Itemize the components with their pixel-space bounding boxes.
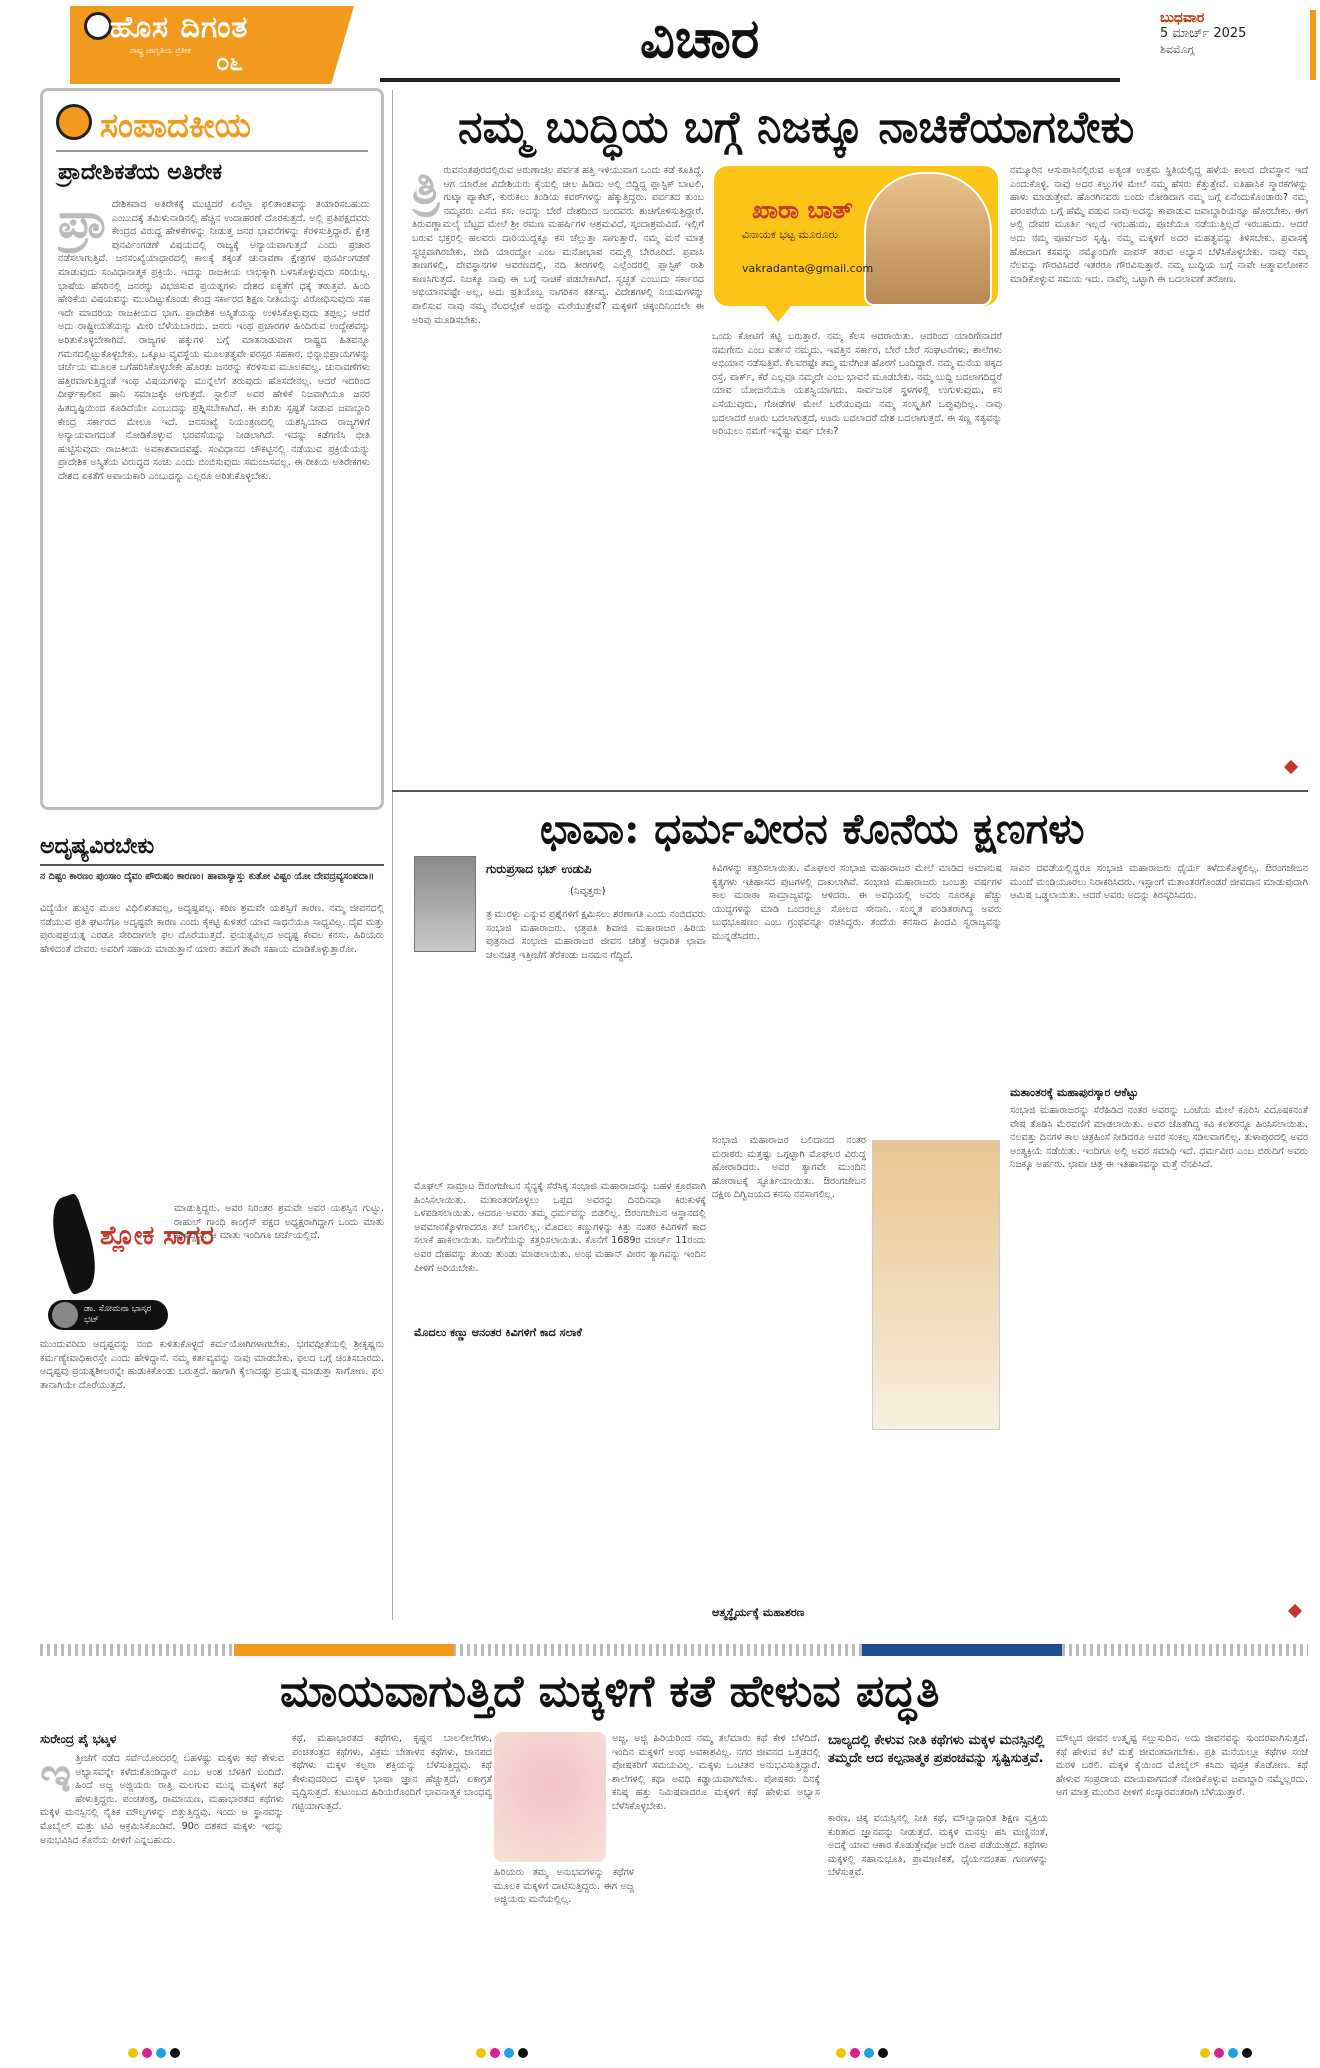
column-separator xyxy=(392,90,393,1620)
reg-dot xyxy=(156,2048,166,2058)
shloka-sagara-title: ಶ್ಲೋಕ ಸಾಗರ xyxy=(100,1221,215,1251)
editorial-body xyxy=(58,198,370,796)
reg-dot xyxy=(1214,2048,1224,2058)
adrushya-body-2: ಮಾಡುತ್ತಿದ್ದರು. ಅವರ ನಿರಂತರ ಶ್ರಮವೇ ಅವರ ಯಶಸ್ಸಿನ ಗುಟ್ಟು. ರಾಹುಲ್ ಗಾಂಧಿ ಕಾಂಗ್ರೆಸ್ ಪಕ್ಷದ ಅಧ್ಯಕ್ಷರಾಗಿದ್ದಾಗ ಒಂದು ಮಾತು ಹೇಳಿದ್ದರು. ಆ ಮಾತು ಇಂದಿಗೂ ಚರ್ಚೆಯಲ್ಲಿದೆ. xyxy=(174,1203,384,1242)
editorial-dropcap: ಪ್ರಾ xyxy=(58,198,108,249)
reg-dot xyxy=(128,2048,138,2058)
article2-subhead-1: ಮೊದಲು ಕಣ್ಣು ಆನಂತರ ಕಿವಿಗಳಿಗೆ ಕಾದ ಸಲಾಕೆ xyxy=(414,1326,582,1339)
reg-dot xyxy=(476,2048,486,2058)
editorial-title: ಪ್ರಾದೇಶಿಕತೆಯ ಅತಿರೇಕ xyxy=(58,160,223,185)
article3-column-1 xyxy=(40,1752,284,2042)
reg-dot xyxy=(170,2048,180,2058)
article1-column-3: ನಮ್ಮೂರಿನ ಆಸುಪಾಸಿನಲ್ಲಿರುವ ಅತ್ಯಂತ ಉತ್ತಮ ಸ್ಥಿತಿಯಲ್ಲಿದ್ದ ಹಳೆಯ ಕಾಲದ ದೇವಸ್ಥಾನ ಇದೆ ಎಂದುಕೊಳ್ಳಿ. ನಾವು ಅದರ ಕಲ್ಲುಗಳ ಮೇಲೆ ನಮ್ಮ ಹೆಸರು ಕೆತ್ತುತ್ತೇವೆ. ಐತಿಹಾಸಿಕ ಸ್ಮಾರಕಗಳನ್ನು ಹಾಳು ಮಾಡುತ್ತೇವೆ. ಹೊರಗಿನವರು ಬಂದು ನೋಡಿದಾಗ ನಮ್ಮ ಬಗ್ಗೆ ಏನೆಂದುಕೊಂಡಾರು? ನಮ್ಮ ಪರಂಪರೆಯ ಬಗ್ಗೆ ಹೆಮ್ಮೆ ಪಡುವ ನಾವು ಅದನ್ನು ಕಾಪಾಡುವ ಜವಾಬ್ದಾರಿಯನ್ನೂ ಹೊರಬೇಕು. ಈಗ ಅಲ್ಲಿ ದೇವರ ಮೂರ್ತಿ ಇಲ್ಲದೆ ಇರಬಹುದು, ಪೂಜೆಯೂ ನಡೆಯುತ್ತಿಲ್ಲದೆ ಇರಬಹುದು. ಆದರೆ ಅದು ನಮ್ಮ ಪೂರ್ವಜರ ಸೃಷ್ಟಿ. ನಮ್ಮ ಮಕ್ಕಳಿಗೆ ಅದರ ಮಹತ್ವವನ್ನು ತಿಳಿಸಬೇಕು. ಪ್ರವಾಸಕ್ಕೆ ಹೋದಾಗ ಕಸವನ್ನು ನಮ್ಮೊಂದಿಗೇ ವಾಪಸ್ ತರುವ ಅಭ್ಯಾಸ ಬೆಳೆಸಿಕೊಳ್ಳಬೇಕು. ನಾವು ನಮ್ಮ ನೆಲವನ್ನು ಗೌರವಿಸಿದರೆ ಇತರರೂ ಗೌರವಿಸುತ್ತಾರೆ. ನಮ್ಮ ಬುದ್ಧಿಯ ಬಗ್ಗೆ ನಾವೇ ಆತ್ಮಾವಲೋಕನ ಮಾಡಿಕೊಳ್ಳುವ ಸಮಯ ಇದು. ನಾವೆಲ್ಲ ಒಟ್ಟಾಗಿ ಈ ಬದಲಾವಣೆ ತರೋಣ. xyxy=(1010,165,1308,285)
section-rule xyxy=(392,790,1308,792)
reg-dot xyxy=(504,2048,514,2058)
article3-column-3: ಅಜ್ಜ, ಅಜ್ಜಿ ಹಿರಿಯರಿಂದ ನಮ್ಮ ತಲೆಮಾರು ಕಥೆ ಕೇಳಿ ಬೆಳೆದಿದೆ. ಇಂದಿನ ಮಕ್ಕಳಿಗೆ ಅಂಥ ಅವಕಾಶವಿಲ್ಲ. ನಗರ ಜೀವನದ ಒತ್ತಡದಲ್ಲಿ ಪೋಷಕರಿಗೆ ಸಮಯವಿಲ್ಲ. ಮಕ್ಕಳು ಒಂಟಿತನ ಅನುಭವಿಸುತ್ತಿದ್ದಾರೆ. ಶಾಲೆಗಳಲ್ಲಿ ಕಥಾ ಅವಧಿ ಕಡ್ಡಾಯವಾಗಬೇಕು. ಪೋಷಕರು ದಿನಕ್ಕೆ ಕನಿಷ್ಠ ಹತ್ತು ನಿಮಿಷವಾದರೂ ಮಕ್ಕಳಿಗೆ ಕಥೆ ಹೇಳುವ ಅಭ್ಯಾಸ ಬೆಳೆಸಿಕೊಳ್ಳಬೇಕು. xyxy=(612,1733,820,1812)
weekday: ಬುಧವಾರ xyxy=(1160,10,1205,26)
article2-author: ಗುರುಪ್ರಸಾದ ಭಟ್ ಉಡುಪಿ xyxy=(486,862,592,876)
reg-dot xyxy=(836,2048,846,2058)
editorial-rule xyxy=(56,150,368,152)
article2-headline: ಛಾವಾ: ಧರ್ಮವೀರನ ಕೊನೆಯ ಕ್ಷಣಗಳು xyxy=(540,804,1085,853)
storytelling-illustration xyxy=(494,1732,606,1862)
paper-logo-icon xyxy=(84,12,112,40)
article2-author-role: (ನಿವೃತ್ತರು) xyxy=(570,886,606,897)
article2-subhead-3: ಮತಾಂತರಕ್ಕೆ ಮಹಾಪುರಸ್ಕಾರ ಆಕೆಟ್ಟು xyxy=(1010,1086,1139,1099)
shloka-author-avatar xyxy=(52,1302,78,1328)
reg-dot xyxy=(864,2048,874,2058)
page-number: ೦೬ xyxy=(216,48,243,76)
article3-column-2: ಕಥೆ, ಮಹಾಭಾರತದ ಕಥೆಗಳು, ಕೃಷ್ಣನ ಬಾಲಲೀಲೆಗಳು, ಪಂಚತಂತ್ರದ ಕಥೆಗಳು, ವಿಕ್ರಮ ಬೇತಾಳನ ಕಥೆಗಳು, ಜಾನಪದ ಕಥೆಗಳು ಮಕ್ಕಳ ಕಲ್ಪನಾ ಶಕ್ತಿಯನ್ನು ಬೆಳೆಸುತ್ತಿದ್ದವು. ಕಥೆ ಕೇಳುವುದರಿಂದ ಮಕ್ಕಳ ಭಾಷಾ ಜ್ಞಾನ ಹೆಚ್ಚುತ್ತದೆ, ಏಕಾಗ್ರತೆ ವೃದ್ಧಿಸುತ್ತದೆ. ಕುಟುಂಬದ ಹಿರಿಯರೊಂದಿಗೆ ಭಾವನಾತ್ಮಕ ಬಾಂಧವ್ಯ ಗಟ್ಟಿಯಾಗುತ್ತದೆ. xyxy=(292,1733,492,1812)
decorative-strip-orange xyxy=(234,1644,454,1656)
top-rule xyxy=(380,78,1120,82)
editorial-logo-icon xyxy=(56,104,92,140)
editorial-text: ದೇಶಿಕವಾದ ಅತಿರೇಕಕ್ಕೆ ಮುಟ್ಟಿದರೆ ಏನೆಲ್ಲಾ ಫಲಿತಾಂಶವನ್ನು ತಯಾರಿಸಬಹುದು ಎಂಬುದಕ್ಕೆ ತಮಿಳುನಾಡಿನಲ್ಲಿ ಹೆಚ್ಚಿನ ಉದಾಹರಣೆ ದೊರಕುತ್ತದೆ. ಅಲ್ಲಿ ಪ್ರತಿಪಕ್ಷದವರು ಕೇಂದ್ರದ ವಿರುದ್ಧ ಹೇಳಿಕೆಗಳನ್ನು ನೀಡುತ್ತ ಜನರ ಭಾವನೆಗಳನ್ನು ಕೆರಳಿಸುತ್ತಿದ್ದಾರೆ. ಕ್ಷೇತ್ರ ಪುನರ್ವಿಂಗಡಣೆ ವಿಷಯದಲ್ಲಿ ರಾಜ್ಯಕ್ಕೆ ಅನ್ಯಾಯವಾಗುತ್ತದೆ ಎಂದು ಪ್ರಚಾರ ನಡೆಸಲಾಗುತ್ತಿದೆ. ಜನಸಂಖ್ಯೆಯಾಧಾರದಲ್ಲಿ ಕಾಲಕ್ಕೆ ತಕ್ಕಂತೆ ಚುನಾವಣಾ ಕ್ಷೇತ್ರಗಳ ಪುನರ್ವಿಂಗಡಣೆ ಮಾಡುವುದು ಸಂವಿಧಾನಾತ್ಮಕ ಪ್ರಕ್ರಿಯೆ. ಇದನ್ನು ರಾಜಕೀಯ ಲಾಭಕ್ಕಾಗಿ ಬಳಸಿಕೊಳ್ಳುವುದು ಸರಿಯಲ್ಲ. ಭಾಷೆಯ ಹೆಸರಿನಲ್ಲಿ ಜನರನ್ನು ವಿಭಜಿಸುವ ಪ್ರಯತ್ನಗಳು ದೇಶದ ಐಕ್ಯತೆಗೆ ಧಕ್ಕೆ ತರುತ್ತವೆ. ಹಿಂದಿ ಹೇರಿಕೆಯ ವಿಷಯವನ್ನು ಮುಂದಿಟ್ಟುಕೊಂಡು ಕೇಂದ್ರ ಸರ್ಕಾರದ ಶಿಕ್ಷಣ ನೀತಿಯನ್ನು ವಿರೋಧಿಸುವುದು ಸಹ ಇದೇ ಮಾದರಿಯ ರಾಜಕೀಯದ ಭಾಗ. ಪ್ರಾದೇಶಿಕ ಅಸ್ಮಿತೆಯನ್ನು ಉಳಿಸಿಕೊಳ್ಳುವುದು ತಪ್ಪಲ್ಲ; ಆದರೆ ಅದು ರಾಷ್ಟ್ರೀಯತೆಯನ್ನು ಮೀರಿ ಬೆಳೆಯಬಾರದು. ಜನರು ಇಂಥ ಪ್ರಚಾರಗಳ ಹಿಂದಿರುವ ಉದ್ದೇಶವನ್ನು ಅರಿತುಕೊಳ್ಳಬೇಕಾಗಿದೆ. ರಾಜ್ಯಗಳ ಹಕ್ಕುಗಳ ಬಗ್ಗೆ ಮಾತನಾಡುವಾಗ ರಾಷ್ಟ್ರದ ಹಿತವನ್ನೂ ಗಮನದಲ್ಲಿಟ್ಟುಕೊಳ್ಳಬೇಕು. ಒಕ್ಕೂಟ ವ್ಯವಸ್ಥೆಯ ಮೂಲತತ್ವವೇ ಪರಸ್ಪರ ಸಹಕಾರ. ಭಿನ್ನಾಭಿಪ್ರಾಯಗಳನ್ನು ಚರ್ಚೆಯ ಮೂಲಕ ಬಗೆಹರಿಸಿಕೊಳ್ಳಬೇಕೇ ಹೊರತು ಜನರನ್ನು ಕೆರಳಿಸುವ ಮೂಲಕವಲ್ಲ. ಚುನಾವಣೆಗಳು ಹತ್ತಿರವಾಗುತ್ತಿದ್ದಂತೆ ಇಂಥ ವಿಷಯಗಳನ್ನು ಮುನ್ನೆಲೆಗೆ ತರುವುದು ಹೊಸದೇನಲ್ಲ. ಆದರೆ ಇದರಿಂದ ದೀರ್ಘಕಾಲೀನ ಹಾನಿ ಸಮಾಜಕ್ಕೇ ಆಗುತ್ತದೆ. ಸ್ಟಾಲಿನ್ ಅವರ ಹೇಳಿಕೆ ನಿಜವಾಗಿಯೂ ಜನರ ಹಿತದೃಷ್ಟಿಯಿಂದ ಕೂಡಿದೆಯೇ ಎಂಬುದನ್ನು ಪ್ರಶ್ನಿಸಬೇಕಾಗಿದೆ. ಈ ಕುರಿತು ಸ್ಪಷ್ಟತೆ ನೀಡುವ ಜವಾಬ್ದಾರಿ ಕೇಂದ್ರ ಸರ್ಕಾರದ ಮೇಲೂ ಇದೆ. ಜನಸಂಖ್ಯೆ ನಿಯಂತ್ರಣದಲ್ಲಿ ಯಶಸ್ವಿಯಾದ ರಾಜ್ಯಗಳಿಗೆ ಅನ್ಯಾಯವಾಗದಂತೆ ನೋಡಿಕೊಳ್ಳುವ ಭರವಸೆಯನ್ನು ನೀಡಲಾಗಿದೆ. ಇದನ್ನು ಕಡೆಗಣಿಸಿ ಭೀತಿ ಹುಟ್ಟಿಸುವುದು ರಾಜಕೀಯ ಅವಕಾಶವಾದವಷ್ಟೆ. ಸಂವಿಧಾನದ ಚೌಕಟ್ಟಿನಲ್ಲಿ ನಡೆಯುವ ಪ್ರಕ್ರಿಯೆಯನ್ನು ಪ್ರಾದೇಶಿಕ ಅಸ್ಮಿತೆಯ ವಿರುದ್ಧದ ಸಂಚು ಎಂದು ಬಿಂಬಿಸುವುದು ಸಮಂಜಸವಲ್ಲ. ಈ ರೀತಿಯ ಅತಿರೇಕಗಳು ದೇಶದ ಏಕತೆಗೆ ಅಪಾಯಕಾರಿ ಎಂಬುದನ್ನು ಎಲ್ಲರೂ ಅರಿತುಕೊಳ್ಳಬೇಕು. xyxy=(58,199,370,482)
article3-column-2b: ಹಿರಿಯರು ತಮ್ಮ ಅನುಭವಗಳನ್ನು ಕಥೆಗಳ ಮೂಲಕ ಮಕ್ಕಳಿಗೆ ದಾಟಿಸುತ್ತಿದ್ದರು. ಈಗ ಅಜ್ಜ ಅಜ್ಜಿಯರು ಮನೆಯಲ್ಲಿಲ್ಲ. xyxy=(494,1867,634,1906)
reg-dot xyxy=(518,2048,528,2058)
sambhaji-illustration xyxy=(872,1140,1000,1430)
adrushya-shloka: ನ ದಿಷ್ಟಂ ಕಾರಣಂ ಪುಂಸಾಂ ದೈವಂ ಪೌರುಷಂ ಕಾರಣಂ। ಹಾವಾಸ್ಯಾಸ್ತು ಕುತೋ ವಿಷ್ಟಂ ಯೋ ದೇವದ್ರವ್ಯಸಂಪದಾ॥ xyxy=(40,871,374,882)
shloka-author: ಡಾ. ಸೋಮನಾ ಭಾಸ್ಕರ ಭಟ್ xyxy=(48,1300,168,1330)
city: ಶಿವಮೊಗ್ಗ xyxy=(1160,43,1195,56)
reg-dot xyxy=(1200,2048,1210,2058)
reg-dot xyxy=(1242,2048,1252,2058)
editorial-label: ಸಂಪಾದಕೀಯ xyxy=(100,106,251,146)
date: 5 ಮಾರ್ಚ್ 2025 xyxy=(1160,26,1247,41)
paper-name: ಹೊಸ ದಿಗಂತ xyxy=(110,10,249,45)
registration-marks xyxy=(0,2048,1320,2062)
article2-column-1b: ಮೊಘಲ್ ಸಾಮ್ರಾಟ ಔರಂಗಜೇಬನ ಸೈನ್ಯಕ್ಕೆ ಸೆರೆಸಿಕ್ಕ ಸಂಭಾಜಿ ಮಹಾರಾಜರನ್ನು ಬಹಳ ಕ್ರೂರವಾಗಿ ಹಿಂಸಿಸಲಾಯಿತು. ಮತಾಂತರಗೊಳ್ಳಲು ಒಪ್ಪದ ಅವರನ್ನು ದಿನದಿನವೂ ಕಿರುಕುಳಕ್ಕೆ ಒಳಪಡಿಸಲಾಯಿತು. ಆದರೂ ಅವರು ತಮ್ಮ ಧರ್ಮವನ್ನು ಬಿಡಲಿಲ್ಲ. ಔರಂಗಜೇಬನ ಆಸ್ಥಾನದಲ್ಲಿ ಅವಮಾನಕ್ಕೊಳಗಾದರೂ ತಲೆ ಬಾಗಲಿಲ್ಲ. ಮೊದಲು ಕಣ್ಣುಗಳನ್ನು ಕಿತ್ತು ನಂತರ ಕಿವಿಗಳಿಗೆ ಕಾದ ಸಲಾಕೆ ಹಾಕಲಾಯಿತು. ನಾಲಿಗೆಯನ್ನು ಕತ್ತರಿಸಲಾಯಿತು. ಕೊನೆಗೆ 1689ರ ಮಾರ್ಚ್ 11ರಂದು ಅವರ ದೇಹವನ್ನು ತುಂಡು ತುಂಡು ಮಾಡಲಾಯಿತು. ಅಂಥ ಮಹಾನ್ ವೀರನ ತ್ಯಾಗವನ್ನು ಇಂದಿನ ಪೀಳಿಗೆ ಅರಿಯಬೇಕು. xyxy=(414,1181,706,1274)
reg-dot xyxy=(490,2048,500,2058)
article2-column-3b: ಸಂಭಾಜಿ ಮಹಾರಾಜರನ್ನು ಸೆರೆಹಿಡಿದ ನಂತರ ಅವರನ್ನು ಒಂಟೆಯ ಮೇಲೆ ಕೂರಿಸಿ ವಿದೂಷಕನಂತೆ ವೇಷ ತೊಡಿಸಿ ಮೆರವಣಿಗೆ ಮಾಡಲಾಯಿತು. ಅವರ ಜೊತೆಗಿದ್ದ ಕವಿ ಕಲಶರನ್ನೂ ಹಿಂಸಿಸಲಾಯಿತು. ನಲವತ್ತು ದಿನಗಳ ಕಾಲ ಚಿತ್ರಹಿಂಸೆ ನೀಡಿದರೂ ಅವರ ಸಂಕಲ್ಪ ಸಡಿಲವಾಗಲಿಲ್ಲ. ತುಳಾಪುರದಲ್ಲಿ ಅವರ ಅಂತ್ಯಕ್ರಿಯೆ ನಡೆಯಿತು. ಇಂದಿಗೂ ಅಲ್ಲಿ ಅವರ ಸಮಾಧಿ ಇದೆ. ಧರ್ಮವೀರ ಎಂಬ ಬಿರುದಿಗೆ ಅವರು ನಿಜಕ್ಕೂ ಅರ್ಹರು. ಛಾವಾ ಚಿತ್ರ ಈ ಇತಿಹಾಸವನ್ನು ಮತ್ತೆ ನೆನಪಿಸಿದೆ. xyxy=(1010,1105,1308,1171)
adrushya-rule xyxy=(40,864,384,866)
column-author: ವಿನಾಯಕ ಭಟ್ಟ ಮೂರೂರು xyxy=(742,228,838,241)
paper-tagline: ರಾಷ್ಟ್ರ ಜಾಗೃತಿಯ ಪ್ರತೀಕ xyxy=(130,46,191,55)
column-name: ಖಾರಾ ಬಾತ್ xyxy=(752,196,853,224)
reg-dot xyxy=(850,2048,860,2058)
article1-dropcap: ತ್ರಿ xyxy=(412,164,440,215)
article3-col1-text: ತ್ತೀಚೆಗೆ ನಡೆದ ಸರ್ವೆಯೊಂದರಲ್ಲಿ ಬಹಳಷ್ಟು ಮಕ್ಕಳು ಕಥೆ ಕೇಳುವ ಅಭ್ಯಾಸವನ್ನೇ ಕಳೆದುಕೊಂಡಿದ್ದಾರೆ ಎಂಬ ಅಂಶ ಬೆಳಕಿಗೆ ಬಂದಿದೆ. ಹಿಂದೆ ಅಜ್ಜ ಅಜ್ಜಿಯರು ರಾತ್ರಿ ಮಲಗುವ ಮುನ್ನ ಮಕ್ಕಳಿಗೆ ಕಥೆ ಹೇಳುತ್ತಿದ್ದರು. ಪಂಚತಂತ್ರ, ರಾಮಾಯಣ, ಮಹಾಭಾರತದ ಕಥೆಗಳು ಮಕ್ಕಳ ಮನಸ್ಸಿನಲ್ಲಿ ನೈತಿಕ ಮೌಲ್ಯಗಳನ್ನು ಬಿತ್ತುತ್ತಿದ್ದವು. ಇಂದು ಆ ಸ್ಥಾನವನ್ನು ಮೊಬೈಲ್ ಮತ್ತು ಟಿವಿ ಆಕ್ರಮಿಸಿಕೊಂಡಿವೆ. 90ರ ದಶಕದ ಮಕ್ಕಳು ಇದನ್ನು ಅನುಭವಿಸಿದ ಕೊನೆಯ ಪೀಳಿಗೆ ಎನ್ನಬಹುದು. xyxy=(40,1753,284,1846)
reg-dot xyxy=(1228,2048,1238,2058)
article2-subhead-2: ಆತ್ಮಸ್ಥೈರ್ಯಕ್ಕೆ ಮಹಾಶರಣ xyxy=(712,1606,805,1619)
article3-dropcap: ಇ xyxy=(40,1752,72,1803)
decorative-strip xyxy=(40,1644,1308,1656)
article1-headline: ನಮ್ಮ ಬುದ್ಧಿಯ ಬಗ್ಗೆ ನಿಜಕ್ಕೂ ನಾಚಿಕೆಯಾಗಬೇಕು xyxy=(458,102,1135,153)
date-box xyxy=(1130,10,1316,80)
adrushya-heading: ಅದೃಷ್ಯವಿರಬೇಕು xyxy=(40,834,155,859)
section-title: ವಿಚಾರ xyxy=(640,6,760,70)
article2-column-2b: ಸಂಭಾಜಿ ಮಹಾರಾಜರ ಬಲಿದಾನದ ನಂತರ ಮರಾಠರು ಮತ್ತಷ್ಟು ಒಗ್ಗಟ್ಟಾಗಿ ಮೊಘಲರ ವಿರುದ್ಧ ಹೋರಾಡಿದರು. ಅವರ ತ್ಯಾಗವೇ ಮುಂದಿನ ಹೋರಾಟಕ್ಕೆ ಸ್ಫೂರ್ತಿಯಾಯಿತು. ಔರಂಗಜೇಬನ ದಕ್ಷಿಣ ದಿಗ್ವಿಜಯದ ಕನಸು ನನಸಾಗಲಿಲ್ಲ. xyxy=(712,1135,866,1201)
decorative-strip-blue xyxy=(862,1644,1062,1656)
article3-column-5: ಮೌಲ್ಯದ ಜೀವನ ಉತ್ಕೃಷ್ಟ ಸಲ್ಲುಸುದಿನ. ಅದು ಜೀವನವನ್ನು ಸುಂದರವಾಗಿಸುತ್ತದೆ. ಕಥೆ ಹೇಳುವ ಕಲೆ ಮತ್ತೆ ಜೀವಂತವಾಗಬೇಕು. ಪ್ರತಿ ಮನೆಯಲ್ಲೂ ಕಥೆಗಳ ಸಂಜೆ ಮರಳಿ ಬರಲಿ. ಮಕ್ಕಳ ಕೈಯಿಂದ ಮೊಬೈಲ್ ಕಸಿದು ಪುಸ್ತಕ ಕೊಡೋಣ. ಕಥೆ ಹೇಳುವ ಸಂಪ್ರದಾಯ ಮಾಯವಾಗದಂತೆ ನೋಡಿಕೊಳ್ಳುವ ಜವಾಬ್ದಾರಿ ನಮ್ಮೆಲ್ಲರದು. ಆಗ ಮಾತ್ರ ಮುಂದಿನ ಪೀಳಿಗೆ ಸಂಸ್ಕಾರವಂತರಾಗಿ ಬೆಳೆಯುತ್ತಾರೆ. xyxy=(1056,1733,1308,1799)
adrushya-body-3: ಮುಂದುವರಿದು ಅದೃಷ್ಟವನ್ನು ನಂಬಿ ಕುಳಿತುಕೊಳ್ಳದೆ ಕರ್ಮಯೋಗಿಗಳಾಗಬೇಕು. ಭಗವದ್ಗೀತೆಯಲ್ಲಿ ಶ್ರೀಕೃಷ್ಣನು ಕರ್ಮಣ್ಯೇವಾಧಿಕಾರಸ್ತೇ ಎಂದು ಹೇಳಿದ್ದಾನೆ. ನಮ್ಮ ಕರ್ತವ್ಯವನ್ನು ನಾವು ಮಾಡಬೇಕು, ಫಲದ ಬಗ್ಗೆ ಚಿಂತಿಸಬಾರದು. ಅದೃಷ್ಟವು ಪ್ರಯತ್ನಶೀಲರನ್ನೇ ಹುಡುಕಿಕೊಂಡು ಬರುತ್ತದೆ. ಹಾಗಾಗಿ ಕೈಲಾದಷ್ಟು ಪ್ರಯತ್ನ ಮಾಡುತ್ತಾ ಸಾಗೋಣ. ಫಲ ತಾನಾಗಿಯೇ ದೊರೆಯುತ್ತದೆ. xyxy=(40,1339,384,1391)
article1-column-2: ಒಂದು ಕೋಟಿಗೆ ಕಟ್ಟಿ ಬರುತ್ತಾರೆ. ನಮ್ಮ ಕೆಲಸ ಆದರಾಯಿತು. ಆದರಿಂದ ಯಾರಿಗೇನಾದರೆ ನಮಗೇನು ಎಂಬ ವರ್ತನೆ ನಮ್ಮದು. ಇವತ್ತಿನ ಸರ್ಕಾರ, ಬೇರೆ ಬೇರೆ ಸಂಘಟನೆಗಳು, ಶಾಲೆಗಳು ಅಭಿಯಾನ ನಡೆಸುತ್ತಿವೆ. ಕೆಲವರಷ್ಟೇ ತಮ್ಮ ಮನೆಗಿಂತ ಹೊರಗೆ ಬಂದಿದ್ದಾರೆ. ನಮ್ಮ ಮನೆಯ ಪಕ್ಕದ ರಸ್ತೆ, ಪಾರ್ಕ್, ಕೆರೆ ಎಲ್ಲವೂ ನಮ್ಮದೇ ಎಂಬ ಭಾವನೆ ಮೂಡಬೇಕು. ನಮ್ಮ ಬುದ್ಧಿ ಬದಲಾಗದಿದ್ದರೆ ಯಾವ ಯೋಜನೆಯೂ ಯಶಸ್ವಿಯಾಗದು. ಸಾರ್ವಜನಿಕ ಸ್ಥಳಗಳಲ್ಲಿ ಉಗುಳುವುದು, ಕಸ ಎಸೆಯುವುದು, ಗೋಡೆಗಳ ಮೇಲೆ ಬರೆಯುವುದು ನಮ್ಮ ಸಂಸ್ಕೃತಿಗೆ ಒಪ್ಪುವುದಿಲ್ಲ. ನಾವು ಬದಲಾದರೆ ಊರು ಬದಲಾಗುತ್ತದೆ, ಊರು ಬದಲಾದರೆ ದೇಶ ಬದಲಾಗುತ್ತದೆ. ಈ ಸಣ್ಣ ಸತ್ಯವನ್ನು ಅರಿಯಲು ನಮಗೆ ಇನ್ನೆಷ್ಟು ವರ್ಷ ಬೇಕು? xyxy=(712,331,1002,438)
article1-column-1 xyxy=(412,164,704,776)
article2-column-1: ತ್ರ ಮುರಳ್ಳು ಎನ್ನುವ ಪ್ರಶ್ನೆಗಳಿಗೆ ಕ್ಷಮಿಸಲು ಶರಣಾಗತಿ ಎಂದು ನಂಬಿದವರು ಸಂಭಾಜಿ ಮಹಾರಾಜರು. ಛತ್ರಪತಿ ಶಿವಾಜಿ ಮಹಾರಾಜರ ಹಿರಿಯ ಪುತ್ರನಾದ ಸಂಭಾಜಿ ಮಹಾರಾಜರ ಜೀವನ ಚರಿತ್ರೆ ಆಧಾರಿತ ಛಾವಾ ಚಲನಚಿತ್ರ ಇತ್ತೀಚೆಗೆ ತೆರೆಕಂಡು ಜನಮನ ಗೆದ್ದಿದೆ. xyxy=(486,909,706,961)
article2-column-3: ಸಾವಿನ ದವಡೆಯಲ್ಲಿದ್ದರೂ ಸಂಭಾಜಿ ಮಹಾರಾಜರು ಧೈರ್ಯ ಕಳೆದುಕೊಳ್ಳಲಿಲ್ಲ. ಔರಂಗಜೇಬನ ಮುಂದೆ ಮಂಡಿಯೂರಲು ನಿರಾಕರಿಸಿದರು. ಇಸ್ಲಾಂಗೆ ಮತಾಂತರಗೊಂಡರೆ ಜೀವದಾನ ಮಾಡುವುದಾಗಿ ಆಮಿಷ ಒಡ್ಡಲಾಯಿತು. ಆದರೆ ಅವರು ಅದನ್ನು ತಿರಸ್ಕರಿಸಿದರು. xyxy=(1010,863,1308,902)
article3-author: ಸುರೇಂದ್ರ ಪೈ ಭಟ್ಕಳ xyxy=(40,1732,117,1746)
adrushya-body-1: ವಿದ್ಯೆಯೇ ಹುಟ್ಟಿನ ಮೂಲ ವಿಧಿಲಿಖಿತವಲ್ಲ, ಅದೃಷ್ಟವಲ್ಲ. ಕಠಿಣ ಶ್ರಮವೇ ಯಶಸ್ಸಿಗೆ ಕಾರಣ. ನಮ್ಮ ಜೀವನದಲ್ಲಿ ನಡೆಯುವ ಪ್ರತಿ ಘಟನೆಗೂ ಅದೃಷ್ಟವೇ ಕಾರಣ ಎಂದು ಕೈಕಟ್ಟಿ ಕುಳಿತರೆ ಯಾವ ಸಾಧನೆಯೂ ಸಾಧ್ಯವಿಲ್ಲ. ದೈವ ಮತ್ತು ಪುರುಷಪ್ರಯತ್ನ ಎರಡೂ ಸೇರಿದಾಗಲೇ ಫಲ ದೊರೆಯುತ್ತದೆ. ಪ್ರಯತ್ನವಿಲ್ಲದ ಅದೃಷ್ಟ ಕೇವಲ ಕನಸು. ಹಿರಿಯರು ಹೇಳಿದಂತೆ ದೇವರು ಅವರಿಗೆ ಸಹಾಯ ಮಾಡುತ್ತಾನೆ ಯಾರು ತಮಗೆ ತಾವೇ ಸಹಾಯ ಮಾಡಿಕೊಳ್ಳುತ್ತಾರೋ. xyxy=(40,903,384,955)
article3-headline: ಮಾಯವಾಗುತ್ತಿದೆ ಮಕ್ಕಳಿಗೆ ಕತೆ ಹೇಳುವ ಪದ್ಧತಿ xyxy=(280,1666,940,1717)
author-photo xyxy=(864,172,992,306)
article1-col1-text: ರುವನಂತಪುರದಲ್ಲಿರುವ ಅರುಣಾಚಲ ಪರ್ವತ ಹತ್ತಿ ಇಳಿಯುವಾಗ ಒಂದು ಕಡೆ ಕೂತಿದ್ದೆ. ಆಗ ಯಾರೋ ವಿದೇಶಿಯರು ಕೈಯಲ್ಲಿ ಚೀಲ ಹಿಡಿದು ಅಲ್ಲಿ ಬಿದ್ದಿದ್ದ ಪ್ಲಾಸ್ಟಿಕ್ ಬಾಟಲಿ, ಗುಟ್ಕಾ ಪ್ಯಾಕೆಟ್, ಕುರುಕಲು ತಿಂಡಿಯ ಕವರ್‌ಗಳನ್ನು ಹೆಕ್ಕುತ್ತಿದ್ದರು. ಪರ್ವತದ ತುಂಬ ನಮ್ಮವರು ಎಸೆದ ಕಸ. ಅದನ್ನು ಬೇರೆ ದೇಶದಿಂದ ಬಂದವರು ಶುಚಿಗೊಳಿಸುತ್ತಿದ್ದಾರೆ. ತಿರುವಣ್ಣಾಮಲೈ ಬೆಟ್ಟದ ಮೇಲೆ ಶ್ರೀ ರಮಣ ಮಹರ್ಷಿಗಳ ಆಶ್ರಮವಿದೆ, ಸ್ಕಂದಾಶ್ರಮವಿದೆ. ಇಲ್ಲಿಗೆ ಬರುವ ಭಕ್ತರಲ್ಲಿ ಹಲವರು ದಾರಿಯುದ್ದಕ್ಕೂ ಕಸ ಚೆಲ್ಲುತ್ತಾ ಸಾಗುತ್ತಾರೆ. ನಮ್ಮ ಮನೆ ಮಾತ್ರ ಸ್ವಚ್ಛವಾಗಿರಬೇಕು, ಬೀದಿ ಯಾರದ್ದೋ ಎಂಬ ಮನೋಭಾವ ನಮ್ಮಲ್ಲಿ ಬೇರೂರಿದೆ. ಪ್ರವಾಸಿ ತಾಣಗಳಲ್ಲಿ, ದೇವಸ್ಥಾನಗಳ ಆವರಣದಲ್ಲಿ, ನದಿ ತೀರಗಳಲ್ಲಿ ಎಲ್ಲೆಂದರಲ್ಲಿ ಪ್ಲಾಸ್ಟಿಕ್ ರಾಶಿ ಕಾಣಸಿಗುತ್ತದೆ. ನಿಜಕ್ಕೂ ನಾವು ಈ ಬಗ್ಗೆ ನಾಚಿಕೆ ಪಡಬೇಕಾಗಿದೆ. ಸ್ವಚ್ಛತೆ ಎಂಬುದು ಸರ್ಕಾರದ ಅಭಿಯಾನವಷ್ಟೇ ಅಲ್ಲ, ಅದು ಪ್ರತಿಯೊಬ್ಬ ನಾಗರಿಕನ ಕರ್ತವ್ಯ. ವಿದೇಶಗಳಲ್ಲಿ ನಿಯಮಗಳನ್ನು ಪಾಲಿಸುವ ನಾವು ನಮ್ಮ ನೆಲದಲ್ಲೇಕೆ ಅದನ್ನು ಮರೆಯುತ್ತೇವೆ? ಮಕ್ಕಳಿಗೆ ಚಿಕ್ಕಂದಿನಿಂದಲೇ ಈ ಅರಿವು ಮೂಡಿಸಬೇಕು. xyxy=(412,165,704,326)
author-email-link[interactable]: vakradanta@gmail.com xyxy=(742,262,874,275)
column-badge-tail xyxy=(760,300,796,322)
article3-column-4: ಕಾರಣ, ಚಿಕ್ಕ ವಯಸ್ಸಿನಲ್ಲಿ ನೀತಿ ಕಥೆ, ಮೌಲ್ಯಾಧಾರಿತ ಶಿಕ್ಷಣ ವ್ಯಕ್ತಿಯ ಕುರಿತಾದ ಜ್ಞಾನವನ್ನು ನೀಡುತ್ತದೆ. ಮಕ್ಕಳ ಮನಸ್ಸು ಹಸಿ ಮಣ್ಣಿನಂತೆ, ಅದಕ್ಕೆ ಯಾವ ಆಕಾರ ಕೊಡುತ್ತೇವೋ ಅದೇ ರೂಪ ಪಡೆಯುತ್ತದೆ. ಕಥೆಗಳು ಮಕ್ಕಳಲ್ಲಿ ಸಹಾನುಭೂತಿ, ಪ್ರಾಮಾಣಿಕತೆ, ಧೈರ್ಯದಂತಹ ಗುಣಗಳನ್ನು ಬೆಳೆಸುತ್ತವೆ. xyxy=(828,1813,1048,1879)
reg-dot xyxy=(878,2048,888,2058)
article2-author-photo xyxy=(414,856,476,952)
article3-pull-quote: ಬಾಲ್ಯದಲ್ಲಿ ಕೇಳುವ ನೀತಿ ಕಥೆಗಳು ಮಕ್ಕಳ ಮನಸ್ಸಿನಲ್ಲಿ ತಮ್ಮದೇ ಆದ ಕಲ್ಪನಾತ್ಮಕ ಪ್ರಪಂಚವನ್ನು ಸೃಷ್ಟಿಸುತ್ತವೆ. xyxy=(828,1733,1045,1766)
article2-column-2: ಕಿವಿಗಳನ್ನು ಕತ್ತರಿಸಲಾಯಿತು. ಮೊಘಲರ ಸಂಭಾಜಿ ಮಹಾರಾಜರ ಮೇಲೆ ಮಾಡಿದ ಅಮಾನುಷ ಕೃತ್ಯಗಳು ಇತಿಹಾಸದ ಪುಟಗಳಲ್ಲಿ ದಾಖಲಾಗಿವೆ. ಸಂಭಾಜಿ ಮಹಾರಾಜರು ಒಂಬತ್ತು ವರ್ಷಗಳ ಕಾಲ ಮರಾಠಾ ಸಾಮ್ರಾಜ್ಯವನ್ನು ಆಳಿದರು. ಈ ಅವಧಿಯಲ್ಲಿ ಅವರು ನೂರಕ್ಕೂ ಹೆಚ್ಚು ಯುದ್ಧಗಳನ್ನು ಮಾಡಿ ಒಂದರಲ್ಲೂ ಸೋಲದ ಸೇನಾನಿ. ಸಂಸ್ಕೃತ ಪಂಡಿತರಾಗಿದ್ದ ಅವರು ಬುಧಭೂಷಣಂ ಎಂಬ ಗ್ರಂಥವನ್ನೂ ರಚಿಸಿದ್ದರು. ತಂದೆಯ ಕನಸಾದ ಹಿಂದವಿ ಸ್ವರಾಜ್ಯವನ್ನು ಮುನ್ನಡೆಸಿದರು. xyxy=(712,863,1002,942)
reg-dot xyxy=(142,2048,152,2058)
